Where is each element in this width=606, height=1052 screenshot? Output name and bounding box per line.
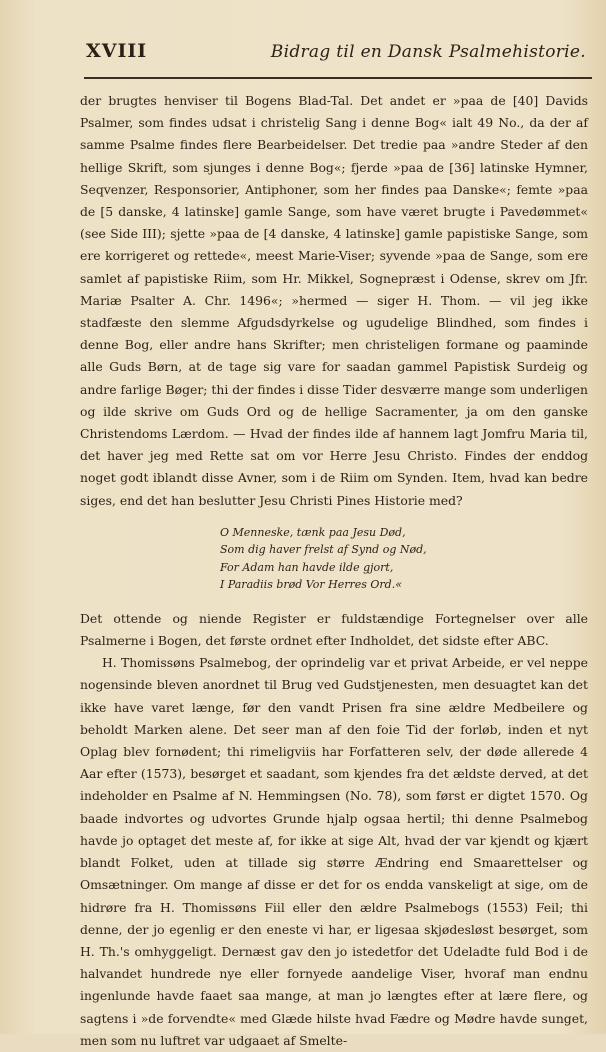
poem-line: Som dig haver frelst af Synd og Nød,	[220, 543, 427, 557]
page-number: XVIII	[86, 40, 148, 62]
paragraph-indexes: Det ottende og niende Register er fuldstændige Fortegnelser over alle Psalmerne i Bogen, det første ordnet efter Indholdet, det sidste efter ABC.	[80, 610, 588, 649]
poem-line: For Adam han havde ilde gjort,	[220, 560, 394, 574]
paragraph-registers: der brugtes henviser til Bogens Blad-Tal. Det andet er »paa de [40] Davids Psalmer, som findes udsat i christelig Sang i denne Bog« ialt 49 No., da der af samme Psalme findes flere Bearbeidelser. Det tredie paa »andre Steder af den hellige Skrift, som sjunges i denne Bog«; fjerde »paa de [36] latinske Hymner, Seqvenzer, Responsorier, Antiphoner, som her findes paa Danske«; femte »paa de [5 danske, 4 latinske] gamle Sange, som have været brugte i Pavedømmet« (see Side III); sjette »paa de [4 danske, 4 latinske] gamle papistiske Sange, som ere korrigeret og rettede«, meest Marie-Viser; syvende »paa de Sange, som ere samlet af papistiske Riim, som Hr. Mikkel, Sognepræst i Odense, skrev om Jfr. Mariæ Psalter A. Chr. 1496«; »hermed — siger H. Thom. — vil jeg ikke stadfæste den slemme Afgudsdyrkelse og ugudelige Blindhed, som findes i denne Bog, eller andre hans Skrifter; men christeligen formane og paaminde alle Guds Børn, at de tage sig vare for saadan gammel Papistisk Surdeig og andre farlige Bøger; thi der findes i disse Tider desværre mange som underligen og ilde skrive om Guds Ord og de hellige Sacramenter, ja om den ganske Christendoms Lærdom. — Hvad der findes ilde af hannem lagt Jomfru Maria til, det haver jeg med Rette sat om vor Herre Jesu Christo. Findes der enddog noget godt iblandt disse Avner, som i de Riim om Synden. Item, hvad kan bedre siges, end det han beslutter Jesu Christi Pines Historie med?	[80, 93, 588, 508]
paragraph-thomissoen: H. Thomissøns Psalmebog, der oprindelig var et privat Arbeide, er vel neppe nogensinde bleven anordnet til Brug ved Gudstjenesten, men desuagtet kan det ikke have varet længe, før den vandt Prisen fra sine ældre Medbeilere og beholdt Marken alene. Det seer man af den foie Tid der forløb, inden et nyt Oplag blev fornødent; thi rimeligviis har Forfatteren selv, der døde allerede 4 Aar efter (1573), besørget et saadant, som kjendes fra det ældste derved, at det indeholder en Psalme af N. Hemmingsen (No. 78), som først er digtet 1570. Og baade indvortes og udvortes Grunde hjalp ogsaa hertil; thi denne Psalmebog havde jo optaget det meste af, for ikke at sige Alt, hvad der var kjendt og kjært blandt Folket, uden at tillade sig større Ændring end Smaarettelser og Omsætninger. Om mange af disse er det for os endda vanskeligt at sige, om de hidrøre fra H. Thomissøns Fiil eller den ældre Psalmebogs (1553) Feil; thi denne, der jo egenlig er den eneste vi har, er ligesaa skjødesløst besørget, som H. Th.'s omhyggeligt. Dernæst gav den jo istedetfor det Udeladte fuld Bod i de halvandet hundrede nye eller fornyede aandelige Viser, hvoraf man endnu ingenlunde havde faaet saa mange, at man jo længtes efter at lære flere, og sagtens i »de forvendte« med Glæde hilste hvad Fædre og Mødre havde sunget, men som nu luftret var udgaaet af Smelte-	[80, 655, 588, 1048]
running-title: Bidrag til en Dansk Psalmehistorie.	[270, 42, 586, 62]
poem-quote	[220, 524, 588, 594]
page-body	[80, 90, 588, 1052]
page-header	[86, 40, 586, 70]
poem-line: O Menneske, tænk paa Jesu Død,	[220, 525, 406, 539]
header-rule	[84, 77, 592, 79]
poem-line: I Paradiis brød Vor Herres Ord.«	[220, 578, 402, 592]
